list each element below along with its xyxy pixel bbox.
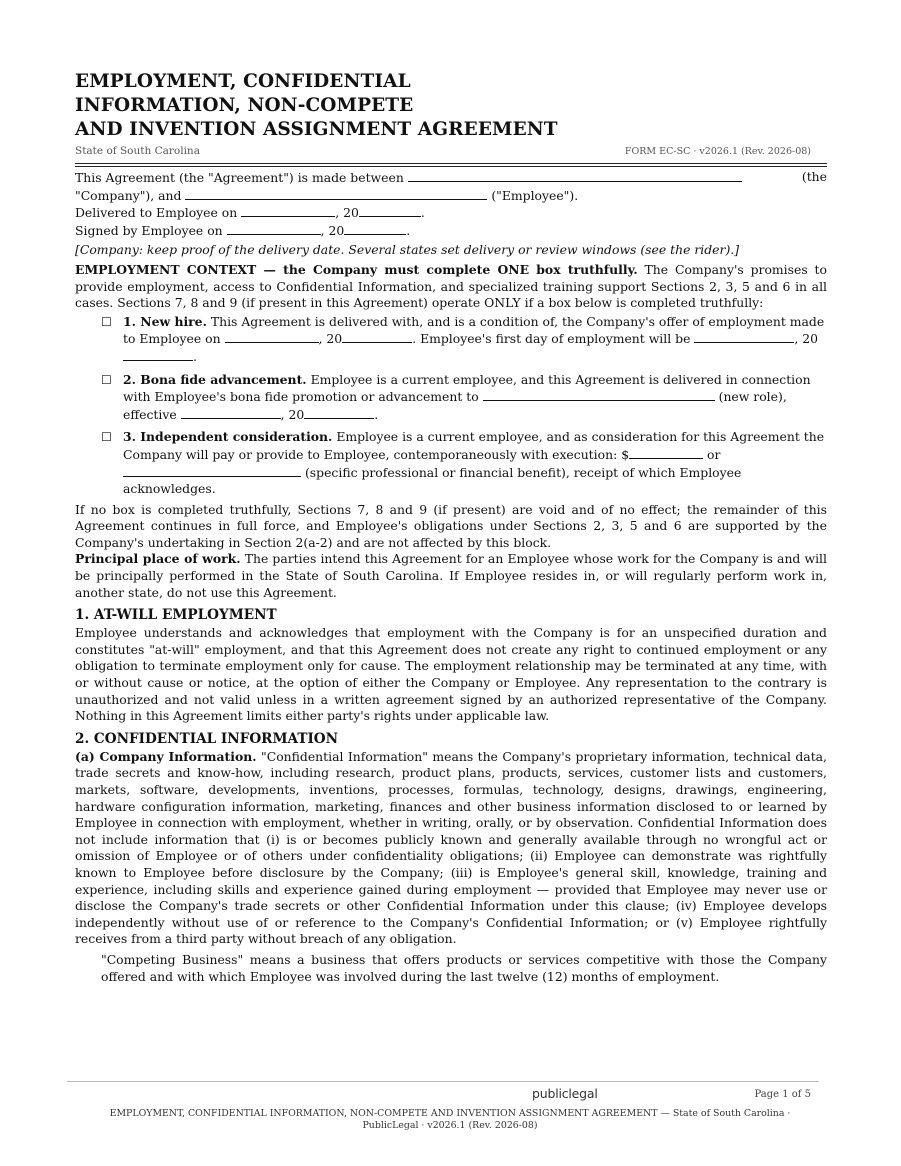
offer-date-field[interactable] <box>225 330 319 343</box>
section-1-heading: 1. AT-WILL EMPLOYMENT <box>75 607 277 624</box>
delivered-date-field[interactable] <box>241 204 335 217</box>
offer-year-field[interactable] <box>342 330 412 343</box>
signed-line: Signed by Employee on , 20 . <box>75 222 411 238</box>
delivered-year-field[interactable] <box>359 204 421 217</box>
footer-text: EMPLOYMENT, CONFIDENTIAL INFORMATION, NON-COMPETE AND INVENTION ASSIGNMENT AGREEMENT — State of South Carolina · PublicLegal · v2026.1 (Rev. 2026-08) <box>109 1108 791 1131</box>
title-line-1: EMPLOYMENT, CONFIDENTIAL <box>75 71 411 92</box>
title-line-3: AND INVENTION ASSIGNMENT AGREEMENT <box>75 119 558 140</box>
effective-year-field[interactable] <box>304 406 374 419</box>
context-heading: EMPLOYMENT CONTEXT — the Company must complete ONE box truthfully. <box>75 261 638 277</box>
effective-date-field[interactable] <box>181 406 281 419</box>
parties-paragraph: This Agreement (the "Agreement") is made between (the "Company"), and ("Employee"). <box>75 169 827 203</box>
employee-name-field[interactable] <box>185 187 487 200</box>
principal-place-paragraph: Principal place of work. The parties intend this Agreement for an Employee whose work for the Company is and will be principally performed in the State of South Carolina. If Employee resides in, or will regularly perform work in, another state, do not use this Agreement. <box>75 551 827 600</box>
option-independent: ☐ 3. Independent consideration. Employee is a current employee, and as consideration for this Agreement the Company will pay or provide to Employee, contemporaneously with execution: $ or (specific professional or financial benefit), receipt of which Employee acknowledges. <box>101 429 825 497</box>
checkbox-independent[interactable]: ☐ <box>101 430 112 445</box>
header-meta <box>75 145 827 163</box>
checkbox-advancement[interactable]: ☐ <box>101 372 112 387</box>
footer-divider <box>67 1081 819 1082</box>
start-year-field[interactable] <box>123 348 193 361</box>
section-2a-paragraph: (a) Company Information. "Confidential Information" means the Company's proprietary information, technical data, trade secrets and know-how, including research, product plans, products, services, customer lists and customers, markets, software, developments, inventions, processes, formulas, technology, designs, drawings, engineering, hardware configuration information, marketing, finances and other business information disclosed to or learned by Employee in connection with employment, whether in writing, orally, or by observation. Confidential Information does not include information that (i) is or becomes publicly known and generally available through no wrongful act or omission of Employee or of others under confidentiality obligations; (ii) Employee can demonstrate was rightfully known to Employee before disclosure by the Company; (iii) is Employee's general skill, knowledge, training and experience, including skills and experience gained during employment — provided that Employee may never use or disclose the Company's trade secrets or other Confidential Information under this clause; (iv) Employee develops independently without use of or reference to the Company's Confidential Information; or (v) Employee rightfully receives from a third party without breach of any obligation. <box>75 748 827 947</box>
company-name-field[interactable] <box>408 169 742 182</box>
document-title <box>75 70 827 142</box>
no-box-paragraph: If no box is completed truthfully, Sections 7, 8 and 9 (if present) are void and of no effect; the remainder of this Agreement continues in full force, and Employee's obligations under Sections 2, 3, 5 and 6 are supported by the Company's undertaking in Section 2(a-2) and are not affected by this block. <box>75 501 827 550</box>
signed-date-field[interactable] <box>227 222 321 235</box>
payment-amount-field[interactable] <box>629 446 703 459</box>
delivery-note: [Company: keep proof of the delivery date. Several states set delivery or review windows (see the rider).] <box>75 242 740 258</box>
checkbox-new-hire[interactable]: ☐ <box>101 314 112 329</box>
context-paragraph: EMPLOYMENT CONTEXT — the Company must complete ONE box truthfully. The Company's promises to provide employment, access to Confidential Information, and specialized training support Sections 2, 3, 5 and 6 in all cases. Sections 7, 8 and 9 (if present in this Agreement) operate ONLY if a box below is completed truthfully: <box>75 261 827 311</box>
context-options <box>101 314 827 498</box>
delivered-line: Delivered to Employee on , 20 . <box>75 205 425 221</box>
benefit-field[interactable] <box>123 464 301 477</box>
title-line-2: INFORMATION, NON-COMPETE <box>75 95 414 116</box>
new-role-field[interactable] <box>483 388 715 401</box>
option-advancement: ☐ 2. Bona fide advancement. Employee is a current employee, and this Agreement is delivered in connection with Employee's bona fide promotion or advancement to (new role), effective , 20 . <box>101 371 811 422</box>
option-new-hire: ☐ 1. New hire. This Agreement is delivered with, and is a condition of, the Company's offer of employment made to Employee on , 20 . Employee's first day of employment will be , 20. <box>101 313 825 364</box>
page-number: Page 1 of 5 <box>754 1089 811 1100</box>
publiclegal-logo: publiclegal <box>532 1086 598 1101</box>
header-divider <box>75 163 827 167</box>
start-date-field[interactable] <box>694 330 794 343</box>
signed-year-field[interactable] <box>344 222 406 235</box>
section-2-heading: 2. CONFIDENTIAL INFORMATION <box>75 730 339 747</box>
competing-business-definition: "Competing Business" means a business that offers products or services competitive with those the Company offered and with which Employee was involved during the last twelve (12) months of employment. <box>101 951 827 984</box>
document-page <box>75 70 827 985</box>
form-id: FORM EC-SC · v2026.1 (Rev. 2026-08) <box>624 146 811 157</box>
state-label: State of South Carolina <box>75 145 200 157</box>
section-1-text: Employee understands and acknowledges that employment with the Company is for an unspecified duration and constitutes "at-will" employment, and that this Agreement does not create any right to continued employment or any obligation to terminate employment only for cause. The employment relationship may be terminated at any time, with or without cause or notice, at the option of either the Company or Employee. Any representation to the contrary is unauthorized and not valid unless in a written agreement signed by an authorized representative of the Company. Nothing in this Agreement limits either party's rights under applicable law. <box>75 625 827 724</box>
